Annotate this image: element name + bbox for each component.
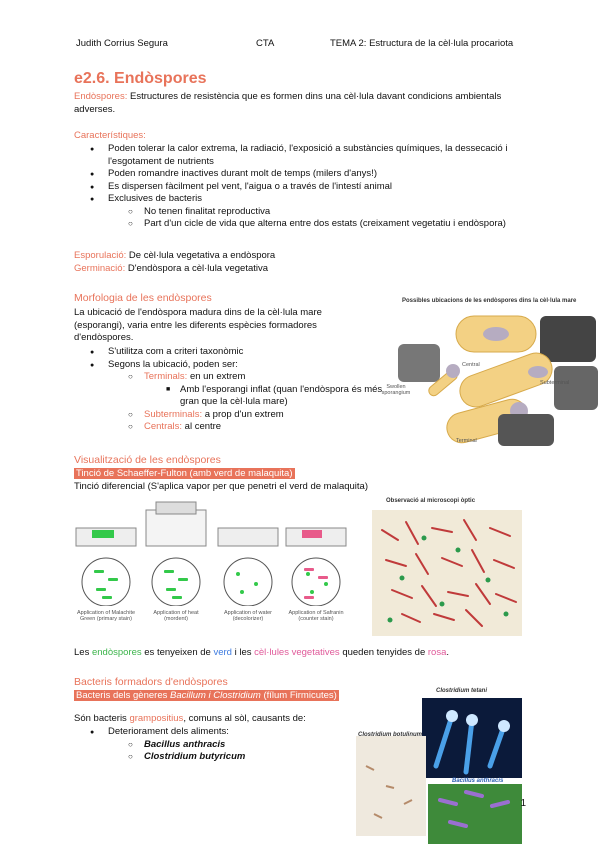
highlight-text: Tinció de Schaeffer-Fulton (amb verd de malaquita) xyxy=(76,468,293,479)
step-label: Application of Safranin (counter stain) xyxy=(288,610,344,622)
caption-tetani: Clostridium tetani xyxy=(436,688,488,694)
morphology-heading: Morfologia de les endòspores xyxy=(74,292,212,304)
list-item: ● S'utilitza com a criteri taxonòmic xyxy=(74,346,384,359)
sporulation-label: Esporulació: xyxy=(74,250,127,261)
list-item: ● Poden tolerar la calor extrema, la radiació, l'exposició a substàncies químiques, la dessecació i l'esgotament de nutrients xyxy=(74,143,514,168)
list-subitem-terminal xyxy=(74,371,384,384)
list-subitem-subterminal xyxy=(74,409,384,422)
characteristics-heading: Característiques: xyxy=(74,130,146,141)
list-item: ● Exclusives de bacteris xyxy=(74,193,514,206)
list-item: ● Poden romandre inactives durant molt de temps (milers d'anys!) xyxy=(74,168,514,181)
step-label: Application of heat (mordent) xyxy=(153,610,199,622)
highlight-part: (fílum Firmicutes) xyxy=(263,690,337,701)
microscope-image xyxy=(372,510,522,636)
morphology-text: La ubicació de l'endòspora madura dins de la cèl·lula mare (esporangi), varia entre les diferents espècies formadores d'endòspores. xyxy=(74,307,322,343)
microscope-figure xyxy=(372,498,522,638)
list-subsubitem: ■ Amb l'esporangi inflat (quan l'endòspora és més gran que la cèl·lula mare) xyxy=(74,384,384,409)
sporulation-text: De cèl·lula vegetativa a endòspora xyxy=(128,250,276,261)
visualization-heading: Visualització de les endòspores xyxy=(74,454,221,466)
microscope-title: Observació al microscopi òptic xyxy=(386,498,476,504)
subterminal-text: a prop d'un extrem xyxy=(204,408,284,420)
definition xyxy=(74,91,504,116)
staining-diagram xyxy=(72,498,362,606)
header-author: Judith Corrius Segura xyxy=(76,38,168,49)
bacteria-photos xyxy=(356,696,522,846)
list-subitem xyxy=(74,751,354,764)
species-name: Clostridium butyricum xyxy=(144,751,246,762)
terminal-text: en un extrem xyxy=(189,371,246,382)
caption-botulinum: Clostridium botulinum xyxy=(358,732,422,738)
gram-positive: grampositius xyxy=(129,713,184,724)
bacteria-text xyxy=(74,713,306,726)
bacteria-heading: Bacteris formadors d'endòspores xyxy=(74,676,228,688)
result-vegetative-cells: cèl·lules vegetatives xyxy=(254,647,340,658)
header-topic: TEMA 2: Estructura de la cèl·lula procariota xyxy=(330,38,514,49)
endospore-diagram xyxy=(372,296,600,446)
highlight-text xyxy=(74,690,339,701)
bacteria-text-part: , comuns al sòl, causants de: xyxy=(183,713,306,724)
header-subject: CTA xyxy=(256,38,275,49)
germination-text: D'endòspora a cèl·lula vegetativa xyxy=(127,263,269,274)
stain-description: Tinció diferencial (S'aplica vapor per que penetri el verd de malaquita) xyxy=(74,481,369,492)
result-text: Les xyxy=(74,647,90,658)
section-title: e2.6. Endòspores xyxy=(74,70,207,87)
bacteria-text-part: Són bacteris xyxy=(74,713,127,724)
central-text: al centre xyxy=(184,421,222,432)
label-central: Central xyxy=(462,362,480,368)
terminal-label: Terminals: xyxy=(144,371,188,382)
stain-highlight xyxy=(74,468,295,481)
caption-anthracis: Bacillus anthracis xyxy=(452,778,504,784)
result-period: . xyxy=(446,647,450,658)
endospore-locations-figure xyxy=(372,296,600,448)
definition-text: Estructures de resistència que es formen dins una cèl·lula davant condicions ambientals adverses. xyxy=(74,91,502,115)
result-endospores: endòspores xyxy=(91,647,142,658)
label-terminal: Terminal xyxy=(456,438,477,444)
step-label: Application of Malachite Green (primary stain) xyxy=(76,610,136,622)
list-subitem-central xyxy=(74,421,384,434)
label-swollen-sporangium: Swollen sporangium xyxy=(381,384,411,396)
characteristics-list xyxy=(74,143,514,231)
sporulation xyxy=(74,250,275,263)
germination xyxy=(74,263,268,276)
species-name: Bacillus anthracis xyxy=(144,738,226,750)
staining-result xyxy=(74,647,449,660)
result-text: queden tenyides de xyxy=(342,647,426,658)
page-header xyxy=(76,38,540,49)
result-text: es tenyeixen de xyxy=(144,647,211,658)
list-subitem xyxy=(74,739,354,752)
morphology-list xyxy=(74,346,384,434)
figure-title: Possibles ubicacions de les endòspores dins la cèl·lula mare xyxy=(402,298,577,304)
highlight-genera: Bacillum i Clostridium xyxy=(170,690,261,701)
list-subitem: ○ No tenen finalitat reproductiva xyxy=(74,206,514,219)
page-number: 1 xyxy=(520,798,526,809)
result-green: verd xyxy=(213,647,232,658)
bacteria-images xyxy=(356,688,522,848)
result-text: i les xyxy=(234,647,252,658)
highlight-part: Bacteris dels gèneres xyxy=(76,690,168,701)
definition-label: Endòspores: xyxy=(74,91,128,102)
list-item: ● Segons la ubicació, poden ser: xyxy=(74,359,384,372)
list-subitem: ○ Part d'un cicle de vida que alterna entre dos estats (creixament vegetatiu i endòspora) xyxy=(74,218,514,231)
label-subterminal: Subterminal xyxy=(540,380,570,386)
subterminal-label: Subterminals: xyxy=(144,408,203,420)
step-label: Application of water (decolorizer) xyxy=(224,610,272,622)
staining-steps-figure xyxy=(72,498,362,638)
list-item: ● Deteriorament dels aliments: xyxy=(74,726,354,739)
bacteria-highlight xyxy=(74,690,339,703)
bacteria-list xyxy=(74,726,354,764)
germination-label: Germinació: xyxy=(74,263,126,274)
result-pink: rosa xyxy=(427,647,447,658)
central-label: Centrals: xyxy=(144,421,183,432)
list-item: ● Es dispersen fàcilment pel vent, l'aigua o a través de l'intestí animal xyxy=(74,181,514,194)
